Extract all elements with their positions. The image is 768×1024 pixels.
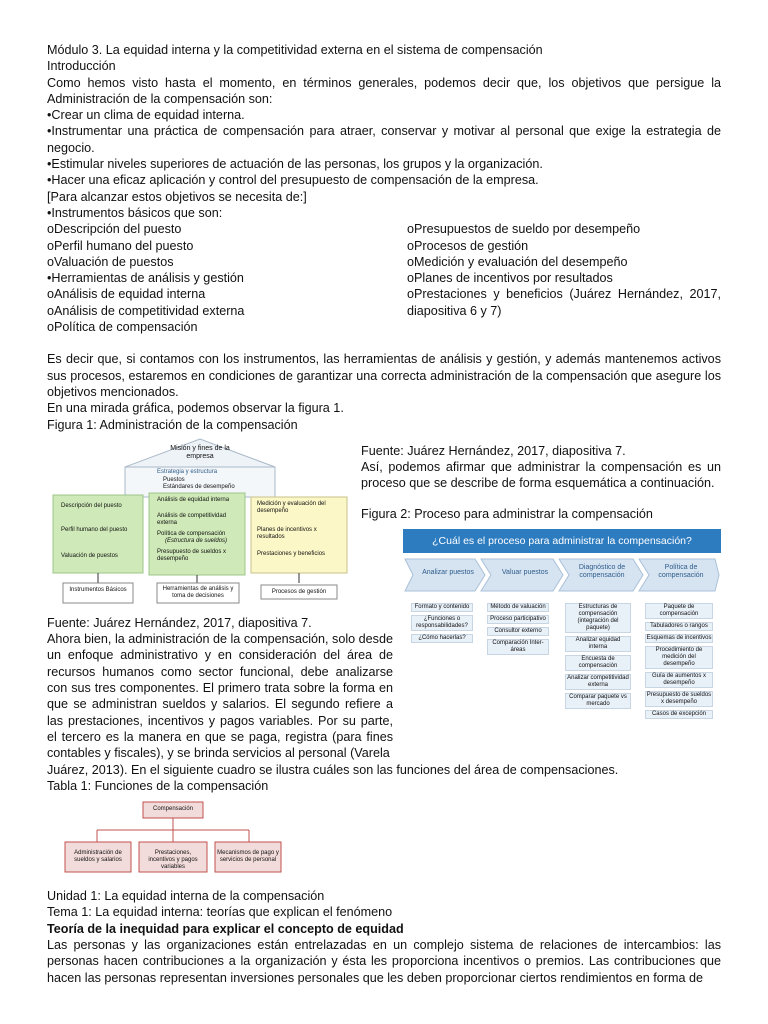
- document-page: [47, 42, 721, 986]
- list-item: oPresupuestos de sueldo por desempeño: [407, 222, 641, 237]
- paragraph: En una mirada gráfica, podemos observar la figura 1.: [47, 401, 344, 416]
- col2-item: (Estructura de sueldos): [165, 537, 228, 544]
- process-item: Tabuladores o rangos: [645, 622, 713, 631]
- process-item: Paquete de compensación: [645, 603, 713, 619]
- base-label: Instrumentos Básicos: [69, 586, 127, 593]
- source-note: Fuente: Juárez Hernández, 2017, diapositiva 7.: [361, 443, 626, 458]
- paragraph: Las personas y las organizaciones están entrelazadas en un complejo sistema de relaciones de intercambios: las personas hacen contribuciones a la organización y ésta les proporciona incentivos o premios. Las contribuciones que hacen las personas representan inversiones personales que les deben proporcionar ciertos rendimientos en forma de: [47, 937, 721, 985]
- col3-item: Prestaciones y beneficios: [257, 550, 326, 557]
- col1-item: Valuación de puestos: [61, 552, 118, 559]
- col1-item: Descripción del puesto: [61, 502, 122, 509]
- col3-item: Medición y evaluación del desempeño: [257, 500, 326, 514]
- paragraph: Juárez, 2013). En el siguiente cuadro se ilustra cuáles son las funciones del área de compensaciones.: [47, 762, 619, 777]
- process-item: Casos de excepción: [645, 710, 713, 719]
- paragraph: Así, podemos afirmar que administrar la compensación es un proceso que se describe de forma esquemática a continuación.: [361, 460, 721, 491]
- process-item: Esquemas de incentivos: [646, 634, 712, 641]
- list-item: oPerfil humano del puesto: [47, 238, 194, 253]
- figure-1-diagram: [47, 437, 353, 607]
- col2-item: Análisis de competitividad externa: [157, 512, 227, 526]
- process-item: Formato y contenido: [411, 603, 473, 612]
- list-item: oPlanes de incentivos por resultados: [407, 271, 613, 286]
- org-root: Compensación: [152, 806, 194, 813]
- process-item: ¿Funciones o responsabilidades?: [411, 615, 473, 631]
- list-item: oDescripción del puesto: [47, 222, 182, 237]
- process-item: ¿Cómo hacerlas?: [411, 634, 473, 643]
- process-item: Comparación Inter-áreas: [487, 639, 549, 655]
- process-item: Analizar competitividad externa: [565, 674, 631, 690]
- list-item: oAnálisis de equidad interna: [47, 287, 206, 302]
- strategy-item: Puestos: [163, 476, 185, 483]
- intro-text: Como hemos visto hasta el momento, en términos generales, podemos decir que, los objetivos que persigue la Administración de la compensación son:: [47, 75, 721, 106]
- figure-1-caption: Figura 1: Administración de la compensación: [47, 417, 298, 432]
- instruments-columns: [47, 221, 721, 335]
- paragraph: Ahora bien, la administración de la compensación, solo desde un enfoque administrativo y en consideración del área de recursos humanos como sector funcional, debe analizarse con sus tres componentes. El primero trata sobre la forma en que se administran sueldos y salarios. El segundo refiere a las prestaciones, incentivos y pagos variables. Por su parte, el tercero es la manera en que se paga, registra (para fines contables y fiscales), y se brinda servicios al personal (Varela: [47, 632, 393, 761]
- figure-2-diagram: [403, 529, 721, 739]
- process-item: Procedimiento de medición del desempeño: [645, 646, 713, 669]
- process-col-2: [487, 603, 549, 658]
- base-label: Herramientas de análisis y toma de decisiones: [162, 585, 234, 599]
- process-step: Política de compensación: [658, 563, 704, 579]
- process-item: Proceso participativo: [487, 615, 549, 624]
- list-item: •Estimular niveles superiores de actuación de las personas, los grupos y la organización.: [47, 157, 543, 172]
- figure-2-caption: Figura 2: Proceso para administrar la compensación: [361, 506, 653, 521]
- process-item: Estructuras de compensación (integración del paquete): [565, 603, 631, 633]
- list-item: oProcesos de gestión: [407, 238, 529, 253]
- list-item: oMedición y evaluación del desempeño: [407, 254, 628, 269]
- base-label: Procesos de gestión: [271, 588, 327, 595]
- list-item: •Instrumentar una práctica de compensación para atraer, conservar y motivar al personal que exige la estrategia de negocio.: [47, 124, 721, 155]
- col2-item: Política de compensación: [157, 530, 226, 537]
- strategy-title: Estrategia y estructura: [157, 468, 218, 475]
- org-child: Mecanismos de pago y servicios de personal: [217, 850, 279, 864]
- list-item: oPrestaciones y beneficios (Juárez Hernández, 2017, diapositiva 6 y 7): [407, 287, 721, 318]
- col2-item: Presupuesto de sueldos x desempeño: [157, 548, 227, 562]
- intro-heading: Introducción: [47, 59, 116, 74]
- process-step: Valuar puestos: [501, 568, 549, 576]
- unit-heading: Unidad 1: La equidad interna de la compensación: [47, 889, 325, 904]
- process-step: Analizar puestos: [422, 568, 474, 576]
- col3-item: Planes de incentivos x resultados: [257, 526, 317, 540]
- list-item: •Instrumentos básicos que son:: [47, 205, 223, 220]
- list-item: oAnálisis de competitividad externa: [47, 303, 245, 318]
- process-col-1: [411, 603, 473, 646]
- process-step: Diagnóstico de compensación: [578, 563, 626, 579]
- process-item: Consultor externo: [487, 627, 549, 636]
- list-item: •Crear un clima de equidad interna.: [47, 108, 245, 123]
- module-title: Módulo 3. La equidad interna y la competitividad externa en el sistema de compensación: [47, 43, 543, 57]
- list-item: oPolítica de compensación: [47, 320, 198, 335]
- col2-item: Análisis de equidad interna: [157, 496, 230, 503]
- org-child: Prestaciones, incentivos y pagos variables: [148, 850, 198, 871]
- list-item: •Herramientas de análisis y gestión: [47, 271, 244, 286]
- list-item: oValuación de puestos: [47, 254, 174, 269]
- source-note: Fuente: Juárez Hernández, 2017, diapositiva 7.: [47, 615, 312, 630]
- process-item: Comparar paquete vs mercado: [565, 693, 631, 709]
- process-item: Guía de aumentos x desempeño: [645, 672, 713, 688]
- figure-2-header: ¿Cuál es el proceso para administrar la compensación?: [403, 529, 721, 553]
- table-1-caption: Tabla 1: Funciones de la compensación: [47, 778, 269, 793]
- process-item: Analizar equidad interna: [565, 636, 631, 652]
- process-item: Presupuesto de sueldos x desempeño: [646, 691, 712, 705]
- instruments-right: [385, 221, 721, 335]
- list-item: •Hacer una eficaz aplicación y control del presupuesto de compensación de la empresa.: [47, 173, 539, 188]
- col1-item: Perfil humano del puesto: [61, 526, 128, 533]
- process-item: Encuesta de compensación: [565, 655, 631, 671]
- roof-label: Misión y fines de la empresa: [170, 444, 230, 460]
- objectives-list: [47, 107, 721, 221]
- theory-heading: Teoría de la inequidad para explicar el concepto de equidad: [47, 921, 404, 936]
- paragraph: Es decir que, si contamos con los instrumentos, las herramientas de análisis y gestión, y además mantenemos activos sus procesos, estaremos en condiciones de garantizar una correcta administración de la compensación que asegure los objetivos mencionados.: [47, 352, 721, 399]
- table-1-diagram: [63, 800, 283, 878]
- org-child: Administración de sueldos y salarios: [74, 850, 122, 864]
- process-item: Método de valuación: [487, 603, 549, 612]
- strategy-item: Estándares de desempeño: [163, 483, 235, 490]
- topic-heading: Tema 1: La equidad interna: teorías que explican el fenómeno: [47, 905, 393, 920]
- process-col-3: [565, 603, 631, 712]
- process-col-4: [645, 603, 713, 722]
- instruments-left: [47, 221, 385, 335]
- objectives-note: [Para alcanzar estos objetivos se necesita de:]: [47, 189, 307, 204]
